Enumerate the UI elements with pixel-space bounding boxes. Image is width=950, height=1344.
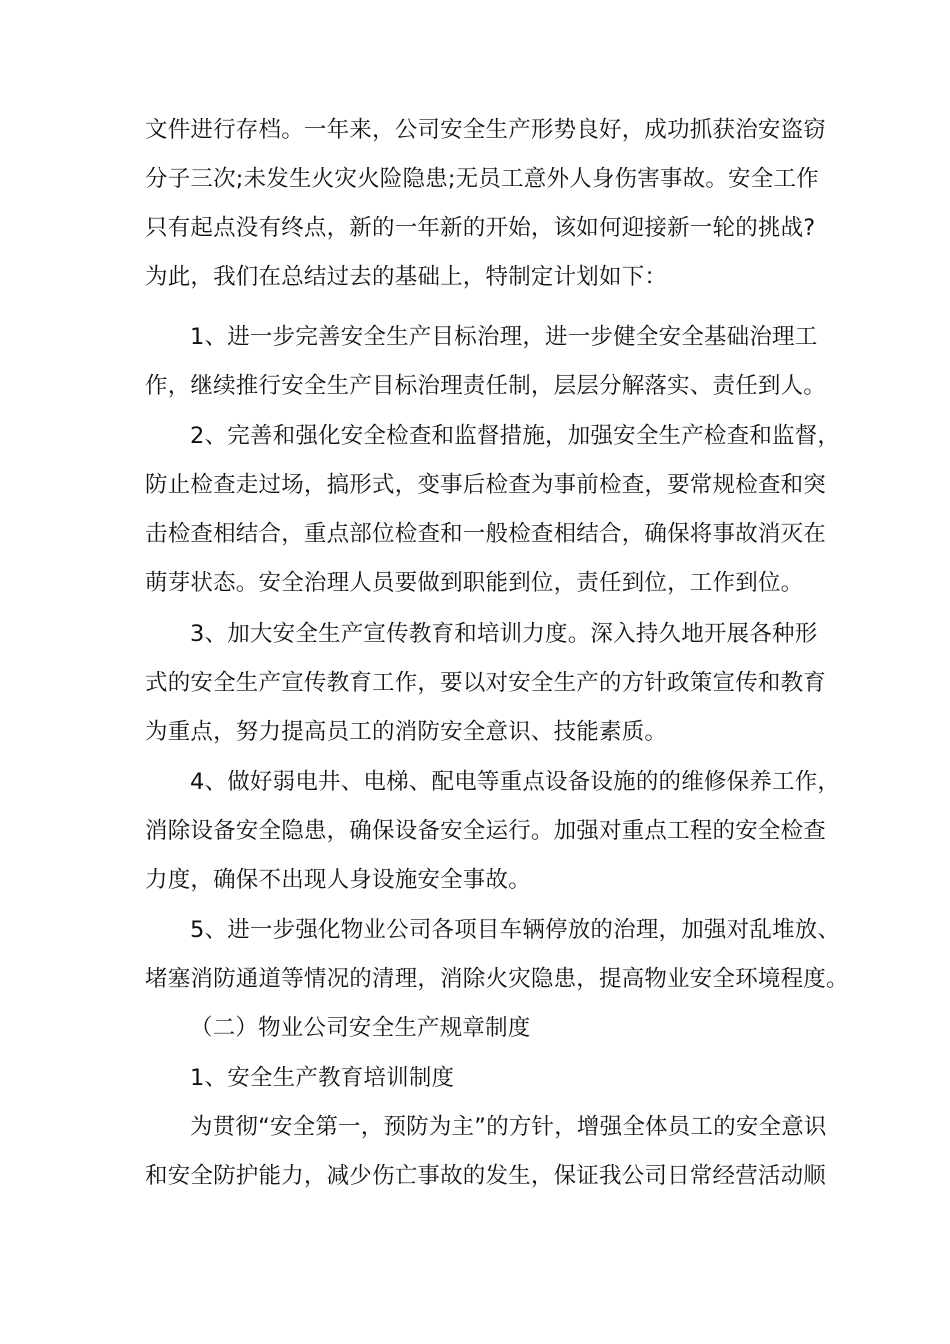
text-line: 击检查相结合，重点部位检查和一般检查相结合，确保将事故消灭在 [145,521,827,547]
text-line: 2、完善和强化安全检查和监督措施，加强安全生产检查和监督， [190,423,841,449]
text-line: 作，继续推行安全生产目标治理责任制，层层分解落实、责任到人。 [145,373,827,399]
section-heading: （二）物业公司安全生产规章制度 [190,1015,531,1041]
text-line: 力度，确保不出现人身设施安全事故。 [145,867,531,893]
text-line: 萌芽状态。安全治理人员要做到职能到位，责任到位，工作到位。 [145,570,804,596]
text-line: 5、进一步强化物业公司各项目车辆停放的治理，加强对乱堆放、 [190,917,841,943]
text-line: 式的安全生产宣传教育工作，要以对安全生产的方针政策宣传和教育 [145,670,827,696]
text-line: 和安全防护能力，减少伤亡事故的发生，保证我公司日常经营活动顺 [145,1163,827,1189]
text-line: 防止检查走过场，搞形式，变事后检查为事前检查，要常规检查和突 [145,472,827,498]
text-line: 消除设备安全隐患，确保设备安全运行。加强对重点工程的安全检查 [145,818,827,844]
text-line: 3、加大安全生产宣传教育和培训力度。深入持久地开展各种形 [190,621,818,647]
subsection-heading: 1、安全生产教育培训制度 [190,1065,455,1091]
text-line: 为重点，努力提高员工的消防安全意识、技能素质。 [145,719,668,745]
text-line: 只有起点没有终点，新的一年新的开始，该如何迎接新一轮的挑战? [145,215,816,241]
text-line: 为此，我们在总结过去的基础上，特制定计划如下： [145,264,668,290]
text-line: 4、做好弱电井、电梯、配电等重点设备设施的的维修保养工作， [190,769,841,795]
text-line: 1、进一步完善安全生产目标治理，进一步健全安全基础治理工 [190,324,818,350]
text-line: 文件进行存档。一年来，公司安全生产形势良好，成功抓获治安盗窃 [145,117,827,143]
text-line: 分子三次;未发生火灾火险隐患;无员工意外人身伤害事故。安全工作 [145,166,819,192]
text-line: 为贯彻“安全第一，预防为主”的方针，增强全体员工的安全意识 [190,1114,827,1140]
text-line: 堵塞消防通道等情况的清理，消除火灾隐患，提高物业安全环境程度。 [145,966,849,992]
